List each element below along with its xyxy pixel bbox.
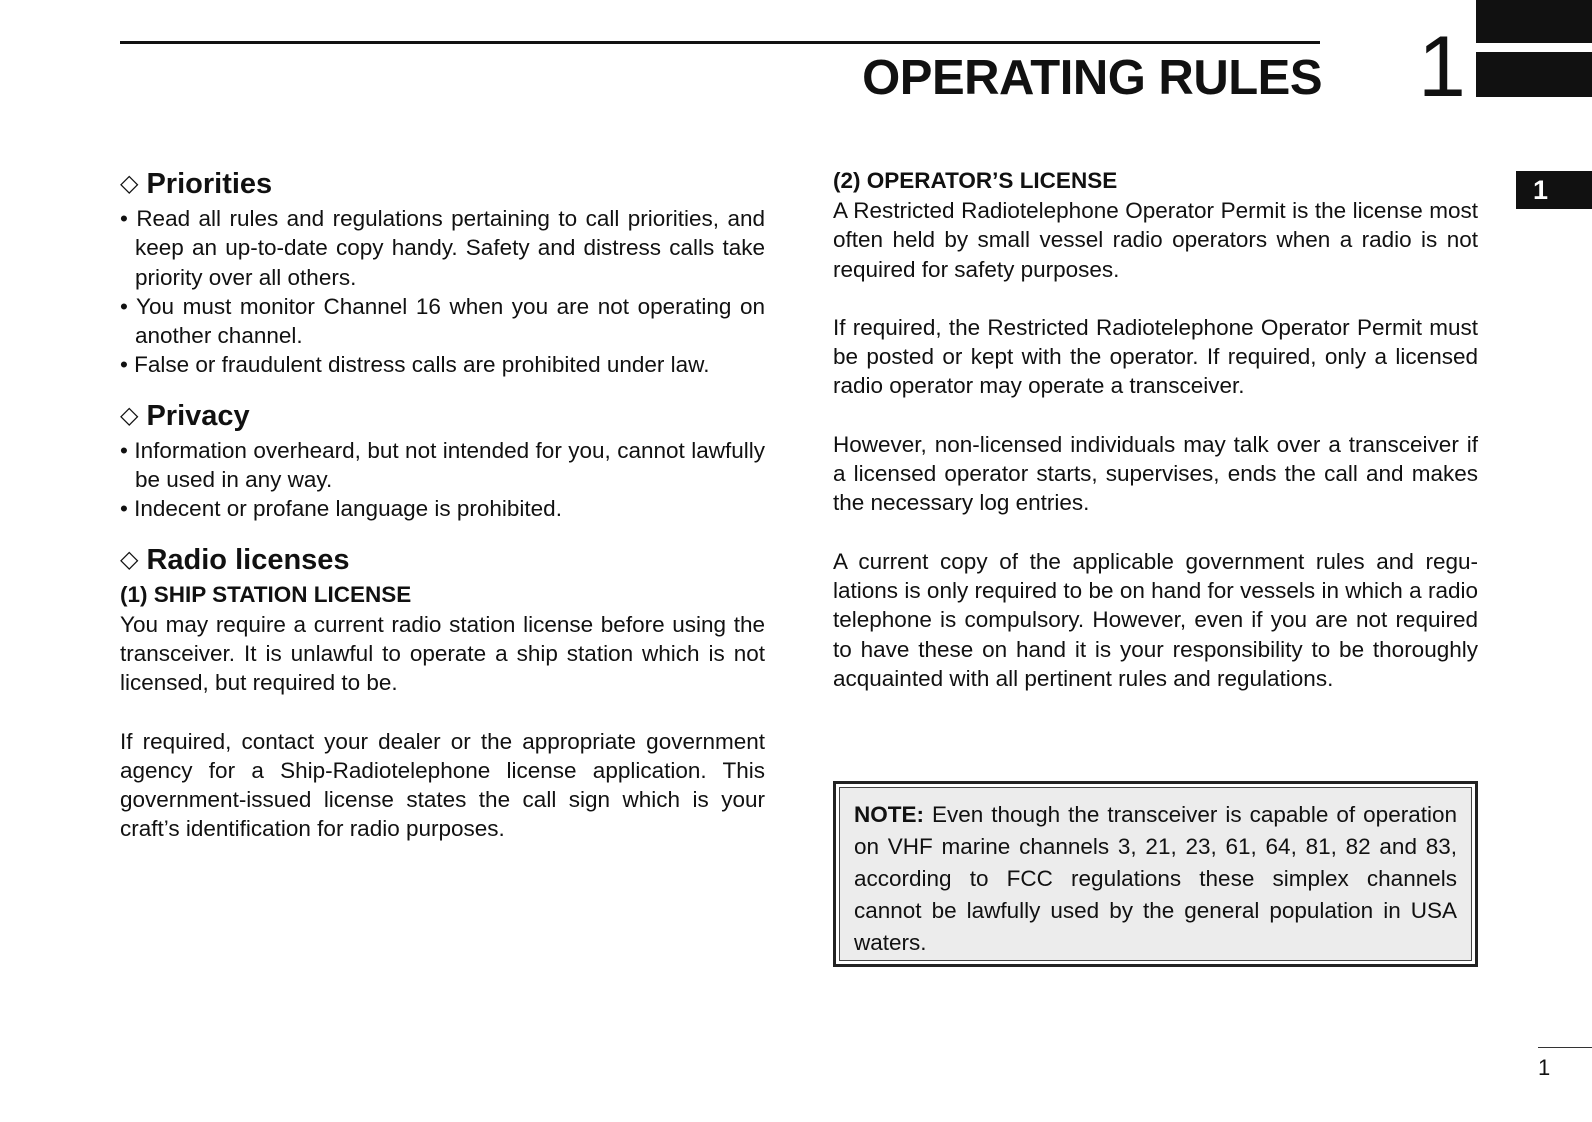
paragraph: However, non-licensed individuals may talk over a transceiver if a licensed operator starts, supervises, ends the call and makes the necessary log entries. bbox=[833, 431, 1478, 516]
subheading-ship-station-license: (1) SHIP STATION LICENSE bbox=[120, 581, 412, 607]
section-heading-radio-licenses: ◇ Radio licenses bbox=[120, 543, 350, 576]
note-label: NOTE: bbox=[854, 802, 924, 827]
section-heading-priorities: ◇ Priorities bbox=[120, 168, 273, 200]
list-item: • Indecent or profane language is prohibited. bbox=[120, 494, 765, 523]
diamond-icon: ◇ bbox=[120, 545, 139, 573]
footer-rule bbox=[1538, 1047, 1592, 1048]
chapter-side-tab: 1 bbox=[1516, 171, 1592, 209]
note-text: Even though the transceiver is capable of operation on VHF marine channels 3, 21, 23, 61, 64, 81, 82 and 83, according to FCC regulations these simplex channels cannot be lawfully used by the general population in USA waters. bbox=[854, 802, 1457, 955]
header-rule bbox=[120, 41, 1320, 44]
diamond-icon: ◇ bbox=[120, 401, 139, 429]
paragraph: A Restricted Radiotelephone Operator Permit is the license most often held by small vessel radio operators when a radio is not required for safety purposes. bbox=[833, 198, 1478, 282]
diamond-icon: ◇ bbox=[120, 170, 139, 197]
left-column bbox=[120, 166, 765, 844]
section-heading-privacy: ◇ Privacy bbox=[120, 399, 250, 432]
privacy-list bbox=[120, 436, 765, 524]
paragraph: If required, contact your dealer or the appropriate government agency for a Ship-Radiotelephone license application. This government-issued license states the call sign which is your craft’s identification for radio purposes. bbox=[120, 728, 765, 842]
chapter-number: 1 bbox=[1418, 19, 1466, 115]
list-item: • Read all rules and regulations pertaining to call priorities, and keep an up-to-date copy handy. Safety and distress calls take priority over all others. bbox=[120, 204, 765, 292]
list-item: • Information overheard, but not intended for you, cannot lawfully be used in any way. bbox=[120, 436, 765, 495]
paragraph: You may require a current radio station license before using the transceiver. It is unlawful to operate a ship station which is not licensed, but required to be. bbox=[120, 611, 765, 696]
corner-bar-top bbox=[1476, 0, 1592, 43]
list-item: • False or fraudulent distress calls are prohibited under law. bbox=[120, 350, 765, 379]
paragraph: A current copy of the applicable government rules and regulations is only required to be on hand for vessels in which a radio telephone is compulsory. However, even if you are not required to have these on hand it is your responsibility to be thoroughly acquainted with all pertinent rules and regulations. bbox=[833, 548, 1478, 691]
note-content bbox=[839, 787, 1472, 961]
note-box bbox=[833, 781, 1478, 967]
corner-bar-bottom bbox=[1476, 52, 1592, 97]
right-column bbox=[833, 166, 1478, 693]
list-item: • You must monitor Channel 16 when you are not operating on another channel. bbox=[120, 292, 765, 351]
subheading-operators-license: (2) OPERATOR’S LICENSE bbox=[833, 168, 1118, 193]
page-number: 1 bbox=[1538, 1055, 1551, 1080]
priorities-list bbox=[120, 204, 765, 380]
page-title: OPERATING RULES bbox=[862, 51, 1322, 105]
paragraph: If required, the Restricted Radiotelephone Operator Permit must be posted or kept with the operator. If required, only a licensed radio operator may operate a transceiver. bbox=[833, 314, 1478, 399]
